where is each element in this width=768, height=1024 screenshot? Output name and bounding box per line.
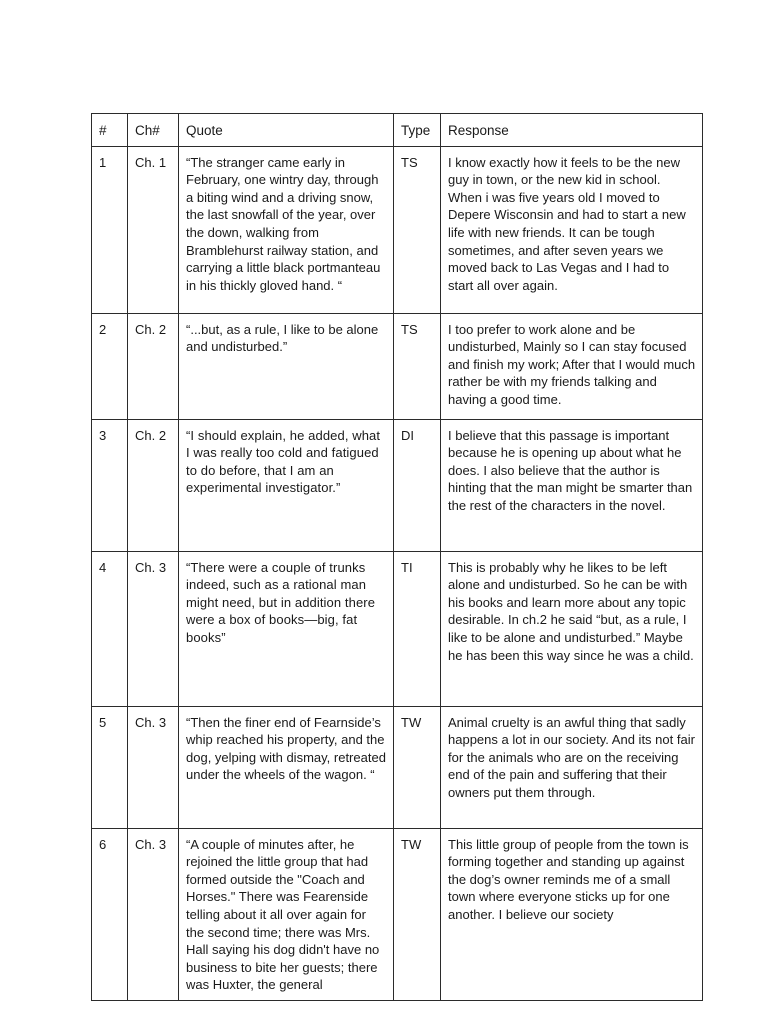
table-row (92, 146, 703, 313)
header-number: # (92, 114, 128, 147)
header-chapter: Ch# (128, 114, 179, 147)
table-row (92, 706, 703, 828)
row-type: TI (394, 551, 441, 706)
table-header-row (92, 114, 703, 147)
header-quote: Quote (179, 114, 394, 147)
header-response: Response (441, 114, 703, 147)
row-response: This is probably why he likes to be left alone and undisturbed. So he can be with his books and learn more about any topic desirable. In ch.2 he said “but, as a rule, I like to be alone and undisturbed.” Maybe he has been this way since he was a child. (441, 551, 703, 706)
row-type: TS (394, 313, 441, 419)
row-chapter: Ch. 3 (128, 551, 179, 706)
reading-log-table (91, 113, 703, 1001)
row-chapter: Ch. 2 (128, 419, 179, 551)
table-row (92, 419, 703, 551)
table-row (92, 551, 703, 706)
row-number: 1 (92, 146, 128, 313)
row-type: TS (394, 146, 441, 313)
row-type: DI (394, 419, 441, 551)
row-number: 2 (92, 313, 128, 419)
row-response: I know exactly how it feels to be the new guy in town, or the new kid in school. When i was five years old I moved to Depere Wisconsin and had to start a new life with new friends. It can be tough sometimes, and after seven years we moved back to Las Vegas and I had to start all over again. (441, 146, 703, 313)
row-quote: “...but, as a rule, I like to be alone and undisturbed.” (179, 313, 394, 419)
row-response: I too prefer to work alone and be undisturbed, Mainly so I can stay focused and finish my work; After that I would much rather be with my friends talking and having a good time. (441, 313, 703, 419)
row-type: TW (394, 706, 441, 828)
row-quote: “I should explain, he added, what I was really too cold and fatigued to do before, that I am an experimental investigator.” (179, 419, 394, 551)
table-row (92, 313, 703, 419)
row-number: 3 (92, 419, 128, 551)
row-type: TW (394, 828, 441, 1000)
table-row (92, 828, 703, 1000)
row-number: 6 (92, 828, 128, 1000)
row-chapter: Ch. 3 (128, 828, 179, 1000)
row-quote: “There were a couple of trunks indeed, such as a rational man might need, but in addition there were a box of books—big, fat books” (179, 551, 394, 706)
row-number: 4 (92, 551, 128, 706)
row-response: I believe that this passage is important because he is opening up about what he does. I also believe that the author is hinting that the man might be smarter than the rest of the characters in the novel. (441, 419, 703, 551)
row-response: This little group of people from the town is forming together and standing up against the dog’s owner reminds me of a small town where everyone sticks up for one another. I believe our society (441, 828, 703, 1000)
row-quote: “A couple of minutes after, he rejoined the little group that had formed outside the "Coach and Horses." There was Fearenside telling about it all over again for the second time; there was Mrs. Hall saying his dog didn't have no business to bite her guests; there was Huxter, the general (179, 828, 394, 1000)
row-quote: “Then the finer end of Fearnside’s whip reached his property, and the dog, yelping with dismay, retreated under the wheels of the wagon. “ (179, 706, 394, 828)
row-chapter: Ch. 1 (128, 146, 179, 313)
row-number: 5 (92, 706, 128, 828)
row-chapter: Ch. 2 (128, 313, 179, 419)
row-quote: “The stranger came early in February, one wintry day, through a biting wind and a driving snow, the last snowfall of the year, over the down, walking from Bramblehurst railway station, and carrying a little black portmanteau in his thickly gloved hand. “ (179, 146, 394, 313)
header-type: Type (394, 114, 441, 147)
row-chapter: Ch. 3 (128, 706, 179, 828)
row-response: Animal cruelty is an awful thing that sadly happens a lot in our society. And its not fair for the animals who are on the receiving end of the pain and suffering that their owners put them through. (441, 706, 703, 828)
